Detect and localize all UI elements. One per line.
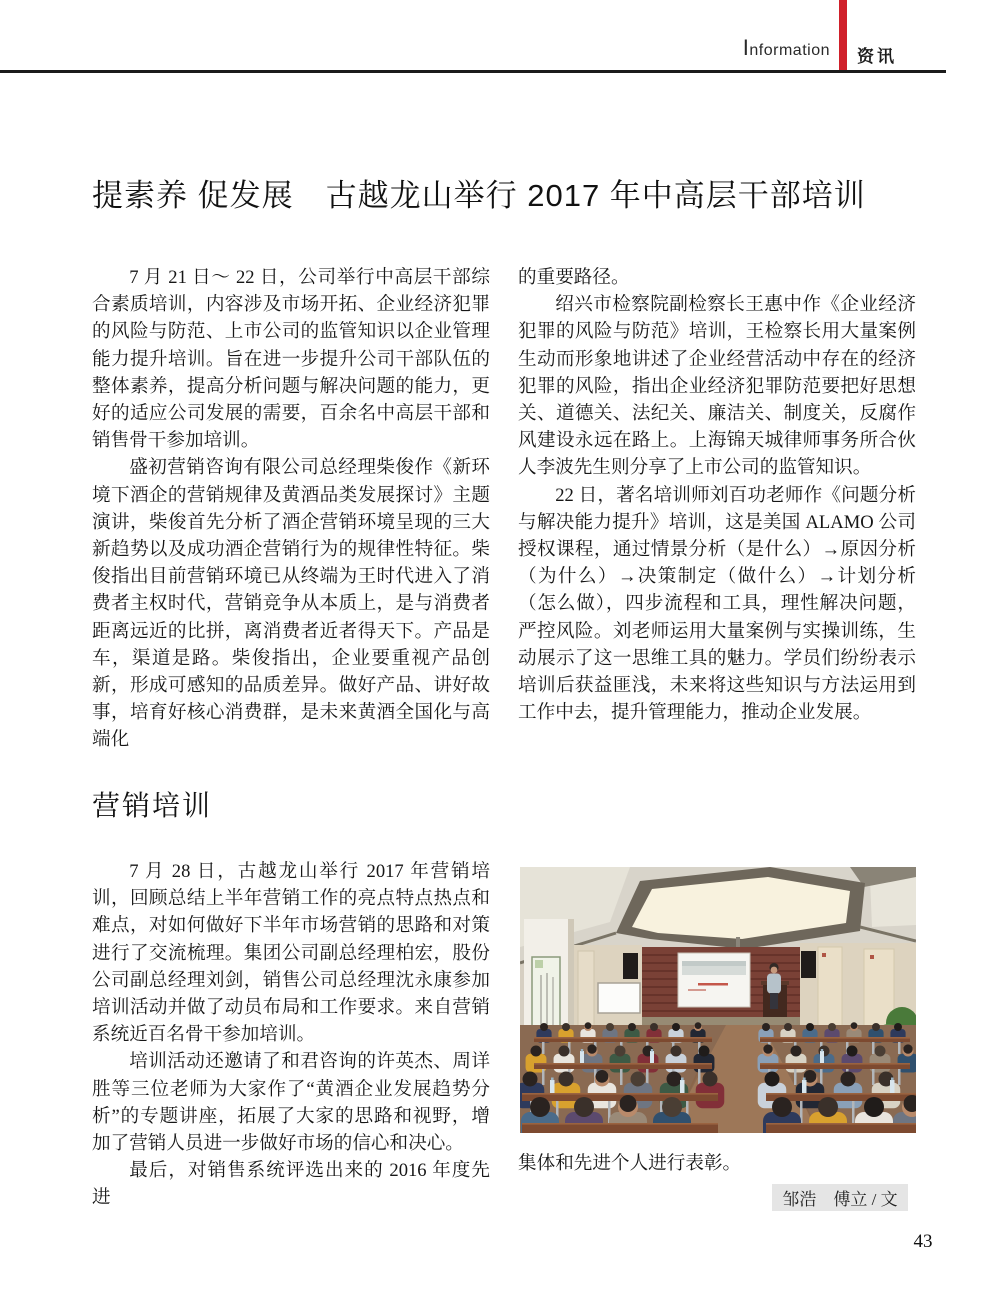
photo-caption: 集体和先进个人进行表彰。 [518,1153,742,1174]
paragraph: 培训活动还邀请了和君咨询的许英杰、周详胜等三位老师为大家作了“黄酒企业发展趋势分析”的专题讲座，拓展了大家的思路和视野，增加了营销人员进一步做好市场的信心和决心。 [92,1051,490,1155]
article2-left-column [92,858,490,1212]
header-red-accent-bar [839,0,847,70]
header-rule [0,70,946,73]
paragraph: 绍兴市检察院副检察长王惠中作《企业经济犯罪的风险与防范》培训，王检察长用大量案例生动而形象地讲述了企业经营活动中存在的经济犯罪的风险，指出企业经济犯罪防范要把好思想关、道德关、法纪关、廉洁关、制度关，反腐作风建设永远在路上。上海锦天城律师事务所合伙人李波先生则分享了上市公司的监管知识。 [518,294,916,479]
paragraph: 盛初营销咨询有限公司总经理柴俊作《新环境下酒企的营销规律及黄酒品类发展探讨》主题演讲，柴俊首先分析了酒企营销环境呈现的三大新趋势以及成功酒企营销行为的规律性特征。柴俊指出目前营销环境已从终端为王时代进入了消费者主权时代，营销竞争从本质上，是与消费者距离远近的比拼，离消费者近者得天下。产品是车，渠道是路。柴俊指出，企业要重视产品创新，形成可感知的品质差异。做好产品、讲好故事，培育好核心消费群，是未来黄酒全国化与高端化 [92,457,490,751]
article1-right-column [518,264,916,726]
byline: 邹浩 傅立 / 文 [772,1184,908,1211]
page-number: 43 [913,1231,933,1252]
training-room-photo [520,867,916,1133]
paragraph: 7 月 21 日～ 22 日，公司举行中高层干部综合素质培训，内容涉及市场开拓、企业经济犯罪的风险与防范、上市公司的监管知识以企业管理能力提升培训。旨在进一步提升公司干部队伍的整体素养，提高分析问题与解决问题的能力，更好的适应公司发展的需要，百余名中高层干部和销售骨干参加培训。 [92,267,490,452]
training-room-photo-svg [520,867,916,1133]
article2-title: 营销培训 [92,790,213,821]
paragraph: 的重要路径。 [518,267,630,288]
paragraph: 7 月 28 日，古越龙山举行 2017 年营销培训，回顾总结上半年营销工作的亮点特点热点和难点，对如何做好下半年市场营销的思路和对策进行了交流梳理。集团公司副总经理柏宏，股份公司副总经理刘剑，销售公司总经理沈永康参加培训活动并做了动员布局和工作要求。来自营销系统近百名骨干参加培训。 [92,861,490,1046]
header-section-english [726,35,830,60]
header-section-english-rest: nformation [749,42,830,59]
header-section-chinese: 资讯 [857,47,897,66]
article1-title: 提素养 促发展 古越龙山举行 2017 年中高层干部培训 [92,178,866,213]
header-cap-letter: I [742,35,750,60]
paragraph: 22 日，著名培训师刘百功老师作《问题分析与解决能力提升》培训，这是美国 ALAMO 公司授权课程，通过情景分析（是什么）→原因分析（为什么）→决策制定（做什么）→计划分析（怎么做），四步流程和工具，理性解决问题，严控风险。刘老师运用大量案例与实操训练，生动展示了这一思维工具的魅力。学员们纷纷表示培训后获益匪浅，未来将这些知识与方法运用到工作中去，提升管理能力，推动企业发展。 [518,484,916,724]
article1-left-column [92,264,490,754]
paragraph: 最后，对销售系统评选出来的 2016 年度先进 [92,1160,490,1209]
